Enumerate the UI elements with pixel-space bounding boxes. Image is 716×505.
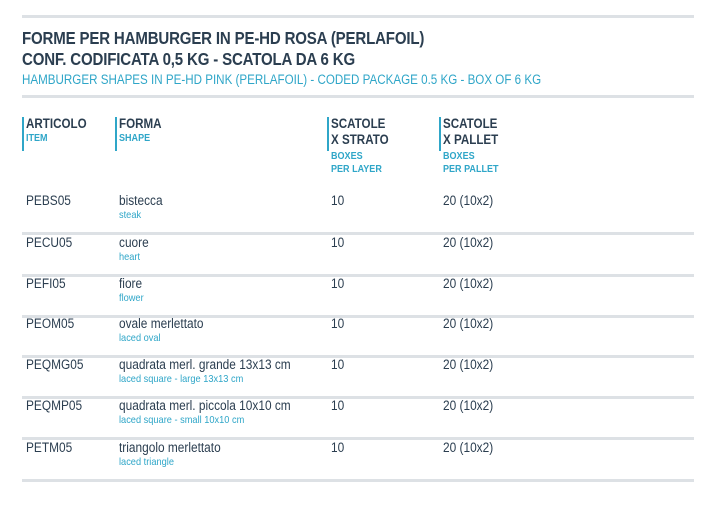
shape-name-it: cuore (119, 235, 149, 250)
boxes-per-pallet: 20 (10x2) (443, 398, 494, 413)
boxes-per-pallet: 20 (10x2) (443, 440, 494, 455)
item-code: PETM05 (26, 440, 73, 455)
page-subtitle: CONF. CODIFICATA 0,5 KG - SCATOLA DA 6 KG (22, 49, 355, 69)
shape-name-en: steak (119, 209, 142, 221)
column-marker (327, 117, 329, 151)
shape-cell (119, 235, 149, 264)
shape-name-it: fiore (119, 276, 143, 291)
column-label-en: PER LAYER (331, 163, 382, 175)
boxes-per-pallet: 20 (10x2) (443, 235, 494, 250)
table-row (22, 235, 694, 277)
table-row (22, 357, 694, 399)
boxes-per-layer: 10 (331, 276, 345, 291)
column-label-en: PER PALLET (443, 163, 499, 175)
boxes-per-pallet: 20 (10x2) (443, 357, 494, 372)
boxes-per-layer: 10 (331, 316, 345, 331)
column-label-en: SHAPE (119, 132, 151, 144)
shape-name-it: bistecca (119, 193, 163, 208)
column-header-forma (115, 116, 169, 145)
shape-cell (119, 357, 291, 386)
table-row (22, 316, 694, 358)
page-title: FORME PER HAMBURGER IN PE-HD ROSA (PERLAFOIL) (22, 28, 425, 48)
column-label-it: ARTICOLO (26, 116, 87, 131)
boxes-per-layer: 10 (331, 440, 345, 455)
column-label-it: FORMA (119, 116, 162, 131)
row-divider (22, 479, 694, 482)
shape-cell (119, 440, 221, 469)
shape-name-it: ovale merlettato (119, 316, 204, 331)
boxes-per-pallet: 20 (10x2) (443, 316, 494, 331)
boxes-per-layer: 10 (331, 398, 345, 413)
column-marker (22, 117, 24, 151)
boxes-per-pallet: 20 (10x2) (443, 193, 494, 208)
column-header-articolo (22, 116, 97, 145)
item-code: PEBS05 (26, 193, 71, 208)
boxes-per-layer: 10 (331, 235, 345, 250)
shape-name-en: laced square - large 13x13 cm (119, 373, 244, 385)
item-code: PEOM05 (26, 316, 75, 331)
top-divider (22, 15, 694, 18)
column-marker (439, 117, 441, 151)
boxes-per-layer: 10 (331, 357, 345, 372)
item-code: PEFI05 (26, 276, 66, 291)
shape-name-it: quadrata merl. piccola 10x10 cm (119, 398, 291, 413)
shape-cell (119, 193, 163, 222)
header-divider (22, 95, 694, 98)
shape-name-en: laced triangle (119, 456, 174, 468)
boxes-per-pallet: 20 (10x2) (443, 276, 494, 291)
column-label-it: X PALLET (443, 132, 499, 147)
column-marker (115, 117, 117, 151)
table-row (22, 193, 694, 235)
table-row (22, 276, 694, 318)
shape-name-it: quadrata merl. grande 13x13 cm (119, 357, 291, 372)
item-code: PECU05 (26, 235, 73, 250)
column-label-it: SCATOLE (443, 116, 498, 131)
shape-cell (119, 398, 291, 427)
item-code: PEQMG05 (26, 357, 84, 372)
boxes-per-layer: 10 (331, 193, 345, 208)
column-header-strato (327, 116, 398, 176)
shape-name-en: laced square - small 10x10 cm (119, 414, 245, 426)
column-header-pallet (439, 116, 508, 176)
shape-name-en: flower (119, 292, 144, 304)
column-label-it: X STRATO (331, 132, 389, 147)
shape-name-en: heart (119, 251, 141, 263)
shape-cell (119, 316, 204, 345)
shape-name-en: laced oval (119, 332, 161, 344)
item-code: PEQMP05 (26, 398, 83, 413)
column-label-en: ITEM (26, 132, 48, 144)
shape-cell (119, 276, 144, 305)
page-title-english: HAMBURGER SHAPES IN PE-HD PINK (PERLAFOIL) - CODED PACKAGE 0.5 KG - BOX OF 6 KG (22, 72, 542, 87)
shape-name-it: triangolo merlettato (119, 440, 221, 455)
column-label-it: SCATOLE (331, 116, 386, 131)
table-row (22, 440, 694, 482)
column-label-en: BOXES (331, 150, 363, 162)
table-row (22, 398, 694, 440)
column-label-en: BOXES (443, 150, 475, 162)
